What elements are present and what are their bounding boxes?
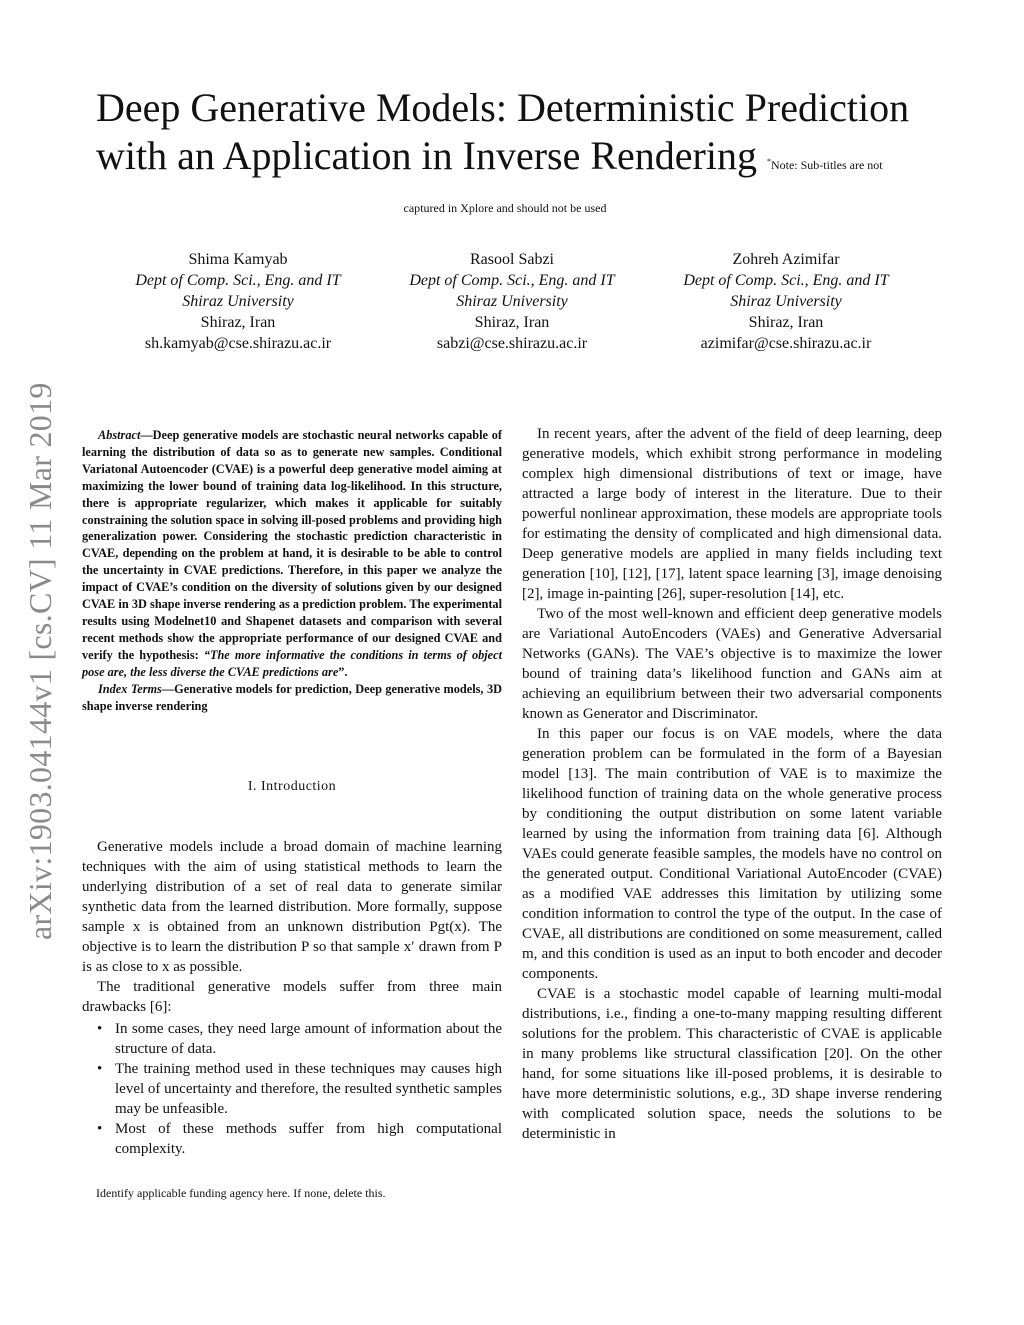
author-email: sabzi@cse.shirazu.ac.ir bbox=[436, 335, 588, 352]
author-university: Shiraz University bbox=[182, 293, 294, 310]
abstract-paragraph bbox=[82, 427, 502, 681]
author-block-1 bbox=[88, 249, 388, 354]
author-email: sh.kamyab@cse.shirazu.ac.ir bbox=[144, 335, 332, 352]
intro-paragraph-1: Generative models include a broad domain of machine learning techniques with the aim of using statistical methods to learn the underlying distribution of a set of real data to generate similar synthetic data from the learned distribution. More formally, suppose sample x is obtained from an unknown distribution Pgt(x). The objective is to learn the distribution P so that sample x′ drawn from P is as close to x as possible. bbox=[82, 839, 502, 975]
list-item: • The training method used in these techniques may causes high level of uncertainty and therefore, the resulted synthetic samples may be unfeasible. bbox=[115, 1059, 502, 1119]
author-email: azimifar@cse.shirazu.ac.ir bbox=[700, 335, 872, 352]
author-block-3 bbox=[636, 249, 936, 354]
index-terms-label: Index Terms bbox=[98, 681, 162, 696]
author-city: Shiraz, Iran bbox=[200, 314, 276, 331]
list-item: • In some cases, they need large amount of information about the structure of data. bbox=[115, 1019, 502, 1059]
drawbacks-list bbox=[82, 1019, 502, 1159]
author-block-2 bbox=[362, 249, 662, 354]
author-name: Zohreh Azimifar bbox=[732, 251, 840, 268]
right-paragraph-4: CVAE is a stochastic model capable of learning multi-modal distributions, i.e., finding a one-to-many mapping resulting different solutions for the problem. This characteristic of CVAE is applicable in many problems like structural classification [20]. On the other hand, for some situations like ill-posed problems, it is desirable to have more deterministic solutions, e.g., 3D shape inverse rendering with complicated solution space, needs the solutions to be deterministic in bbox=[522, 986, 942, 1142]
paper-title bbox=[96, 84, 956, 189]
title-note-mark: * bbox=[766, 157, 771, 166]
title-note-text: Note: Sub-titles are not bbox=[770, 158, 883, 172]
abstract-hypothesis: “The more informative the conditions in terms of object pose are, the less diverse the CVAE predictions are bbox=[82, 647, 502, 679]
right-paragraph-3: In this paper our focus is on VAE models, where the data generation problem can be formulated in the form of a Bayesian model [13]. The main contribution of VAE is to maximize the likelihood function of training data on the whole generative process by conditioning the output distribution on some latent variable learned by using the information from training data [6]. Although VAEs could generate feasible samples, the models have no control on the generated output. Conditional Variational AutoEncoder (CVAE) as a modified VAE addresses this limitation by utilizing some condition information to control the type of the output. In the case of CVAE, all distributions are conditioned on some measurement, called m, and this condition is used as an input to both encoder and decoder components. bbox=[522, 726, 942, 982]
left-column-body bbox=[82, 837, 502, 1159]
right-paragraph-2: Two of the most well-known and efficient deep generative models are Variational AutoEncoders (VAEs) and Generative Adversarial Networks (GANs). The VAE’s objective is to maximize the lower bound of training data’s likelihood function and GANs aim at achieving an equilibrium between their two adversarial components known as Generator and Discriminator. bbox=[522, 606, 942, 722]
abstract bbox=[82, 427, 502, 714]
author-name: Rasool Sabzi bbox=[470, 251, 554, 268]
author-dept: Dept of Comp. Sci., Eng. and IT bbox=[135, 272, 341, 289]
title-note bbox=[767, 158, 883, 172]
right-column-body bbox=[522, 424, 942, 1144]
section-heading-introduction: I. Introduction bbox=[247, 779, 337, 794]
index-terms-text: —Generative models for prediction, Deep generative models, 3D shape inverse rendering bbox=[82, 681, 502, 713]
author-dept: Dept of Comp. Sci., Eng. and IT bbox=[409, 272, 615, 289]
funding-footnote: Identify applicable funding agency here. If none, delete this. bbox=[96, 1186, 386, 1200]
title-line-2-text: with an Application in Inverse Rendering bbox=[96, 133, 757, 178]
intro-paragraph-2: The traditional generative models suffer from three main drawbacks [6]: bbox=[82, 979, 502, 1015]
title-note-continuation: captured in Xplore and should not be used bbox=[403, 201, 607, 215]
abstract-label: Abstract bbox=[98, 428, 141, 442]
right-paragraph-1: In recent years, after the advent of the field of deep learning, deep generative models, which exhibit strong performance in modeling complex high dimensional distributions of text or image, have attracted a large body of interest in the literature. Due to their powerful nonlinear approximation, these models are appropriate tools for estimating the density of complicated and high dimensional data. Deep generative models are applied in many fields including text generation [10], [12], [17], latent space learning [3], image denoising [2], image in-painting [26], super-resolution [14], etc. bbox=[522, 426, 942, 602]
author-name: Shima Kamyab bbox=[188, 251, 288, 268]
author-dept: Dept of Comp. Sci., Eng. and IT bbox=[683, 272, 889, 289]
list-item: • Most of these methods suffer from high computational complexity. bbox=[115, 1119, 502, 1159]
author-university: Shiraz University bbox=[456, 293, 568, 310]
author-city: Shiraz, Iran bbox=[748, 314, 824, 331]
abstract-hypothesis-end: ”. bbox=[338, 664, 348, 679]
abstract-text: —Deep generative models are stochastic neural networks capable of learning the distribution of data so as to generate new samples. Conditional Variatonal Autoencoder (CVAE) is a powerful deep generative model aiming at maximizing the lower bound of training data log-likelihood. In this structure, there is appropriate regularizer, which makes it applicable for suitably constraining the solution space in solving ill-posed problems and providing high generalization power. Considering the stochastic prediction characteristic in CVAE, depending on the problem at hand, it is desirable to be able to control the uncertainty in CVAE predictions. Therefore, in this paper we analyze the impact of CVAE’s condition on the diversity of solutions given by our designed CVAE in 3D shape inverse rendering as a prediction problem. The experimental results using Modelnet10 and Shapenet datasets and comparison with several recent methods show the appropriate performance of our designed CVAE and verify the hypothesis: bbox=[82, 428, 502, 662]
title-line-1: Deep Generative Models: Deterministic Prediction bbox=[96, 85, 910, 130]
author-city: Shiraz, Iran bbox=[474, 314, 550, 331]
title-line-2 bbox=[96, 132, 956, 189]
arxiv-identifier: arXiv:1903.04144v1 [cs.CV] 11 Mar 2019 bbox=[22, 382, 58, 940]
index-terms bbox=[82, 681, 502, 715]
author-university: Shiraz University bbox=[730, 293, 842, 310]
